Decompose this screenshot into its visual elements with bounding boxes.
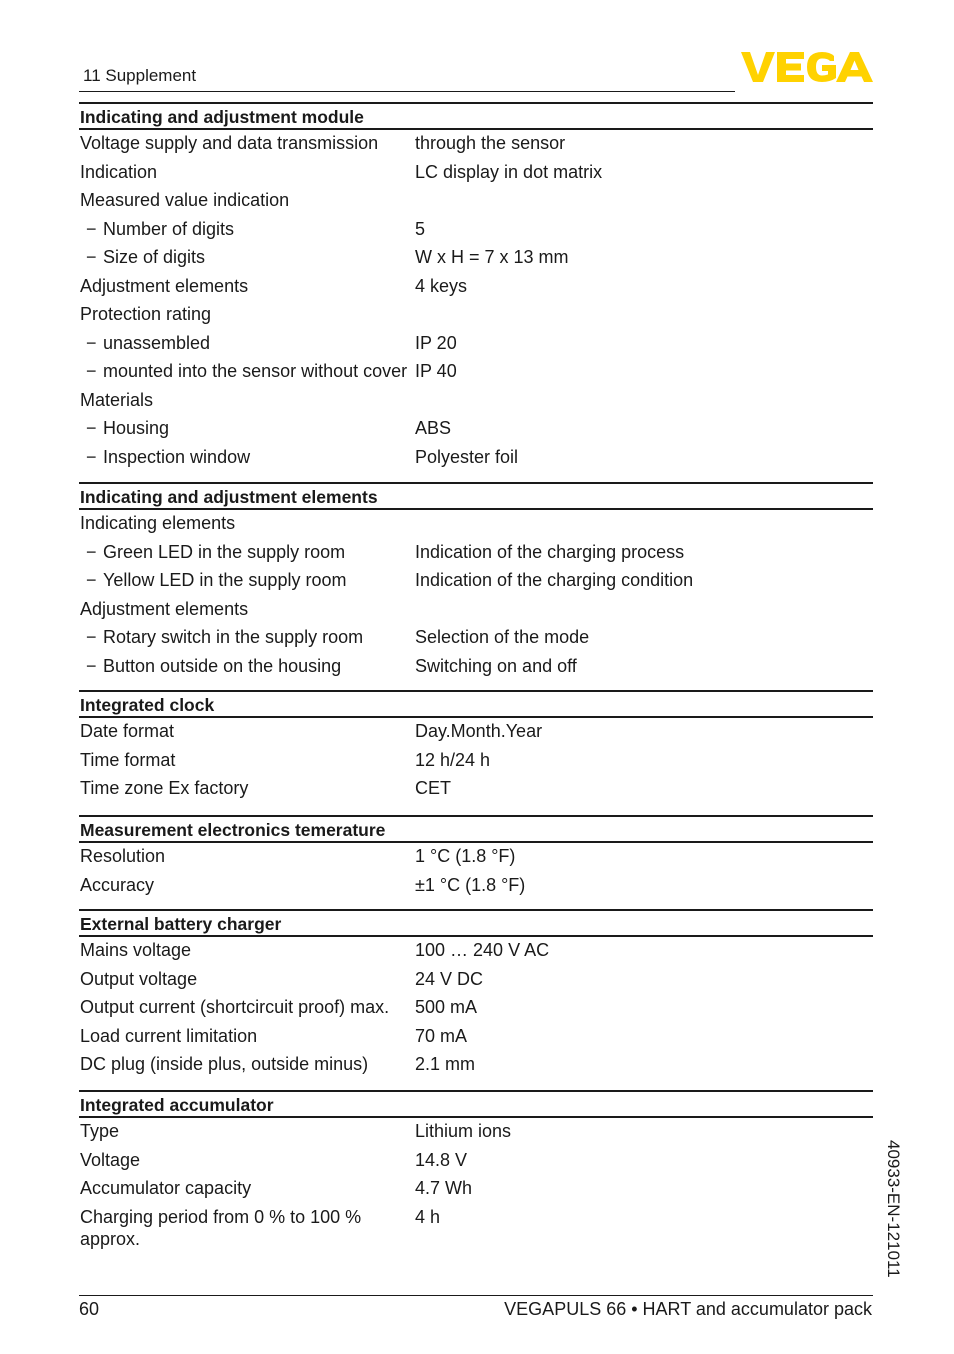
section-header	[79, 482, 873, 510]
section-title: Integrated accumulator	[80, 1095, 274, 1115]
dash-bullet-icon: −	[86, 446, 97, 467]
spec-value: 4 keys	[415, 275, 468, 296]
spec-label-text: Time format	[80, 749, 176, 770]
section-title: Measurement electronics temerature	[80, 820, 386, 840]
spec-label-text: Protection rating	[80, 304, 212, 324]
section-header	[79, 909, 873, 937]
spec-label	[86, 219, 234, 240]
spec-label-text: Voltage supply and data transmission	[80, 133, 379, 153]
section-header	[79, 815, 873, 843]
section-header	[79, 690, 873, 718]
spec-value: Indication of the charging condition	[415, 570, 694, 590]
spec-value: 500 mA	[415, 997, 478, 1017]
spec-label	[86, 333, 210, 354]
spec-label	[86, 656, 341, 677]
spec-label	[80, 1054, 368, 1075]
spec-label-text: unassembled	[103, 332, 211, 353]
spec-label-text: Voltage	[80, 1149, 141, 1170]
spec-label-text-line2: approx.	[80, 1228, 141, 1249]
spec-label-text: Button outside on the housing	[103, 655, 342, 676]
dash-bullet-icon: −	[86, 570, 97, 590]
section-title: External battery charger	[80, 914, 282, 934]
spec-value: LC display in dot matrix	[415, 161, 603, 182]
document-code: 40933-EN-121011	[884, 1140, 903, 1278]
spec-value: W x H = 7 x 13 mm	[415, 247, 569, 267]
spec-label	[80, 1207, 361, 1250]
spec-label	[80, 846, 165, 867]
spec-label-text: Materials	[80, 389, 154, 410]
spec-value: 1 °C (1.8 °F)	[415, 846, 516, 866]
spec-label	[80, 997, 389, 1018]
spec-value: 70 mA	[415, 1025, 468, 1046]
spec-label	[80, 940, 191, 961]
spec-label-text: Resolution	[80, 846, 166, 866]
spec-value: IP 40	[415, 361, 457, 381]
spec-label-text: Measured value indication	[80, 190, 290, 210]
spec-label-text: Rotary switch in the supply room	[103, 627, 364, 647]
section-title: Integrated clock	[80, 695, 215, 715]
spec-label	[80, 969, 197, 990]
spec-label-text: Indication	[80, 161, 158, 182]
spec-label	[80, 390, 153, 411]
spec-label-text: Charging period from 0 % to 100 %	[80, 1206, 362, 1227]
spec-label-text: Green LED in the supply room	[103, 541, 346, 562]
spec-label-text: Time zone Ex factory	[80, 778, 249, 798]
spec-label	[86, 247, 205, 268]
spec-label-text: Yellow LED in the supply room	[103, 570, 347, 590]
spec-label	[86, 447, 250, 468]
dash-bullet-icon: −	[86, 218, 97, 239]
spec-label-text: mounted into the sensor without cover	[103, 361, 408, 381]
spec-label	[86, 627, 363, 648]
spec-value: IP 20	[415, 332, 457, 353]
spec-label-text: Output voltage	[80, 968, 198, 989]
dash-bullet-icon: −	[86, 655, 97, 676]
header-rule	[79, 91, 735, 92]
spec-value: Polyester foil	[415, 446, 519, 467]
spec-value: 100 … 240 V AC	[415, 940, 550, 960]
spec-label-text: Type	[80, 1121, 120, 1141]
spec-label-text: Adjustment elements	[80, 275, 249, 296]
spec-label-text: Housing	[103, 418, 170, 438]
spec-value: 12 h/24 h	[415, 749, 491, 770]
dash-bullet-icon: −	[86, 627, 97, 647]
dash-bullet-icon: −	[86, 418, 97, 438]
spec-label-text: Inspection window	[103, 446, 251, 467]
spec-label	[80, 190, 289, 211]
page-number: 60	[79, 1299, 100, 1319]
spec-label-text: Mains voltage	[80, 940, 192, 960]
spec-value: ABS	[415, 418, 452, 438]
spec-label	[80, 1178, 251, 1199]
spec-label	[80, 599, 248, 620]
spec-label-text: Output current (shortcircuit proof) max.	[80, 997, 390, 1017]
spec-label	[80, 1121, 119, 1142]
vega-logo	[741, 50, 873, 84]
dash-bullet-icon: −	[86, 541, 97, 562]
spec-label	[86, 361, 407, 382]
spec-label	[80, 276, 248, 297]
spec-value: Switching on and off	[415, 655, 577, 676]
spec-value: through the sensor	[415, 133, 566, 153]
spec-label-text: Adjustment elements	[80, 598, 249, 619]
spec-label-text: Size of digits	[103, 247, 206, 267]
dash-bullet-icon: −	[86, 361, 97, 381]
spec-value: 5	[415, 218, 426, 239]
spec-label	[80, 1150, 140, 1171]
spec-label-text: DC plug (inside plus, outside minus)	[80, 1054, 369, 1074]
spec-value: Indication of the charging process	[415, 541, 685, 562]
spec-value: 4.7 Wh	[415, 1178, 473, 1198]
document-title: VEGAPULS 66 • HART and accumulator pack	[504, 1299, 872, 1319]
spec-label-text: Load current limitation	[80, 1025, 258, 1046]
section-title: Indicating and adjustment module	[80, 107, 364, 127]
spec-value: 2.1 mm	[415, 1054, 476, 1074]
spec-label	[86, 542, 345, 563]
spec-value: 4 h	[415, 1206, 441, 1227]
spec-label-text: Accumulator capacity	[80, 1178, 252, 1198]
footer-rule	[79, 1295, 873, 1296]
spec-label-text: Accuracy	[80, 874, 155, 895]
spec-value: Selection of the mode	[415, 627, 590, 647]
section-header	[79, 1090, 873, 1118]
spec-label-text: Indicating elements	[80, 513, 236, 533]
spec-value: 14.8 V	[415, 1149, 468, 1170]
spec-value: ±1 °C (1.8 °F)	[415, 874, 526, 895]
spec-value: Day.Month.Year	[415, 721, 543, 741]
spec-label	[80, 721, 174, 742]
section-header	[79, 102, 873, 130]
spec-label	[80, 778, 248, 799]
spec-value: Lithium ions	[415, 1121, 512, 1141]
spec-label	[80, 513, 235, 534]
spec-label	[80, 875, 154, 896]
spec-label-text: Number of digits	[103, 218, 235, 239]
spec-label-text: Date format	[80, 721, 175, 741]
spec-label	[80, 133, 378, 154]
spec-label	[80, 304, 211, 325]
dash-bullet-icon: −	[86, 247, 97, 267]
spec-label	[80, 1026, 257, 1047]
spec-label	[86, 418, 169, 439]
section-title: Indicating and adjustment elements	[80, 487, 378, 507]
spec-label	[86, 570, 346, 591]
dash-bullet-icon: −	[86, 332, 97, 353]
spec-label	[80, 162, 157, 183]
spec-value: CET	[415, 778, 451, 798]
spec-value: 24 V DC	[415, 968, 484, 989]
spec-label	[80, 750, 175, 771]
chapter-title: 11 Supplement	[83, 66, 197, 85]
